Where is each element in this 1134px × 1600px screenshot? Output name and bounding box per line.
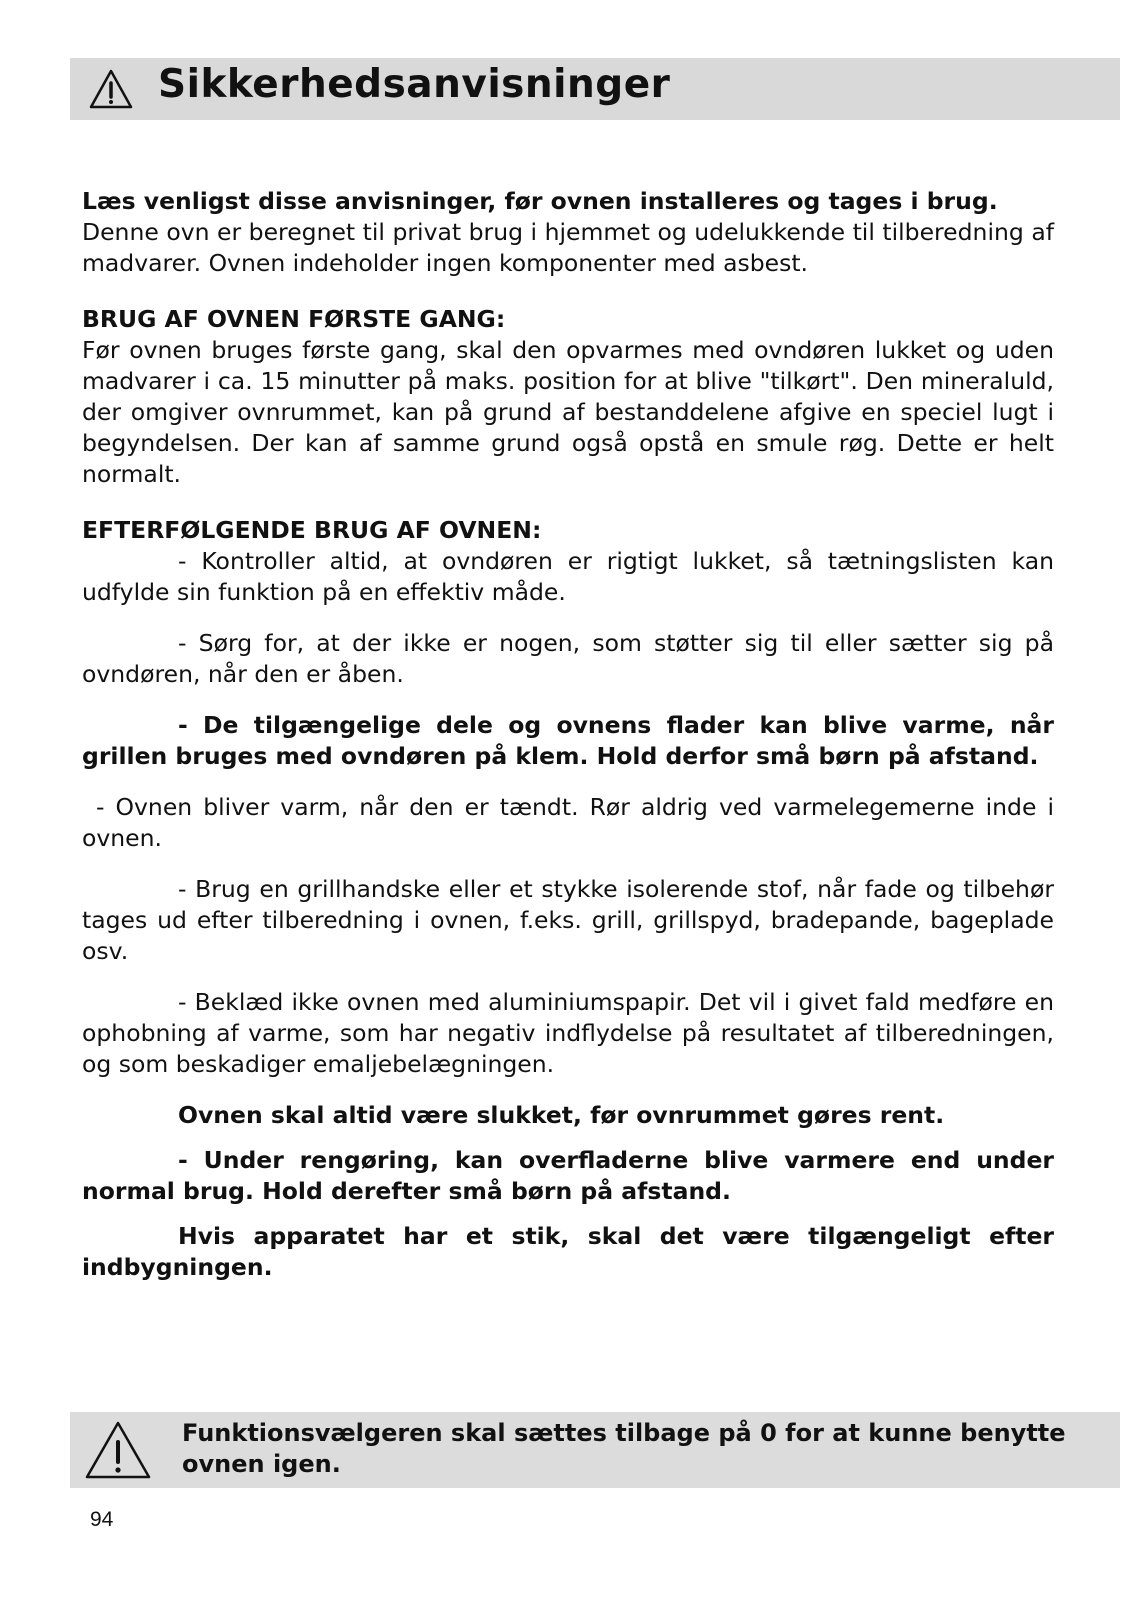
first-use-text: Før ovnen bruges første gang, skal den opvarmes med ovndøren lukket og uden madvarer i ca. 15 minutter på maks. position for at blive "tilkørt". Den mineraluld, der omgiver ovnrummet, kan på grund af bestanddelene afgive en speciel lugt i begyndelsen. Der kan af samme grund også opstå en smule røg. Dette er helt normalt. (82, 336, 1054, 488)
warning-triangle-icon (88, 68, 134, 110)
instruction-item-bold: Hvis apparatet har et stik, skal det være tilgængeligt efter indbygningen. (82, 1222, 1054, 1281)
section-header (70, 58, 1120, 120)
footer-warning-text: Funktionsvælgeren skal sættes tilbage på 0 for at kunne benytte ovnen igen. (182, 1419, 1066, 1478)
intro-bold-line: Læs venligst disse anvisninger, før ovnen installeres og tages i brug. (82, 187, 998, 215)
instruction-item: - Kontroller altid, at ovndøren er rigtigt lukket, så tætningslisten kan udfylde sin funktion på en effektiv måde. (82, 547, 1054, 606)
safety-instructions (82, 186, 1054, 1283)
instruction-item-bold: - Under rengøring, kan overfladerne blive varmere end under normal brug. Hold derefter små børn på afstand. (82, 1146, 1054, 1205)
instruction-item: - Ovnen bliver varm, når den er tændt. Rør aldrig ved varmelegemerne inde i ovnen. (82, 793, 1054, 852)
warning-triangle-icon (84, 1420, 152, 1480)
intro-text: Denne ovn er beregnet til privat brug i hjemmet og udelukkende til tilberedning af madvarer. Ovnen indeholder ingen komponenter med asbest. (82, 218, 1054, 277)
instruction-item: - Brug en grillhandske eller et stykke isolerende stof, når fade og tilbehør tages ud efter tilberedning i ovnen, f.eks. grill, grillspyd, bradepande, bageplade osv. (82, 875, 1054, 965)
footer-warning (70, 1412, 1120, 1488)
instruction-item: - Beklæd ikke ovnen med aluminiumspapir. Det vil i givet fald medføre en ophobning af varme, som har negativ indflydelse på resultatet af tilberedningen, og som beskadiger emaljebelægningen. (82, 988, 1054, 1078)
first-use-heading: BRUG AF OVNEN FØRSTE GANG: (82, 305, 506, 333)
page-number: 94 (90, 1508, 114, 1531)
subsequent-use-heading: EFTERFØLGENDE BRUG AF OVNEN: (82, 516, 542, 544)
instruction-item-bold: Ovnen skal altid være slukket, før ovnrummet gøres rent. (178, 1101, 945, 1129)
instruction-item: - Sørg for, at der ikke er nogen, som støtter sig til eller sætter sig på ovndøren, når den er åben. (82, 629, 1054, 688)
page-title: Sikkerhedsanvisninger (158, 62, 671, 107)
instruction-item-bold: - De tilgængelige dele og ovnens flader kan blive varme, når grillen bruges med ovndøren på klem. Hold derfor små børn på afstand. (82, 711, 1054, 770)
